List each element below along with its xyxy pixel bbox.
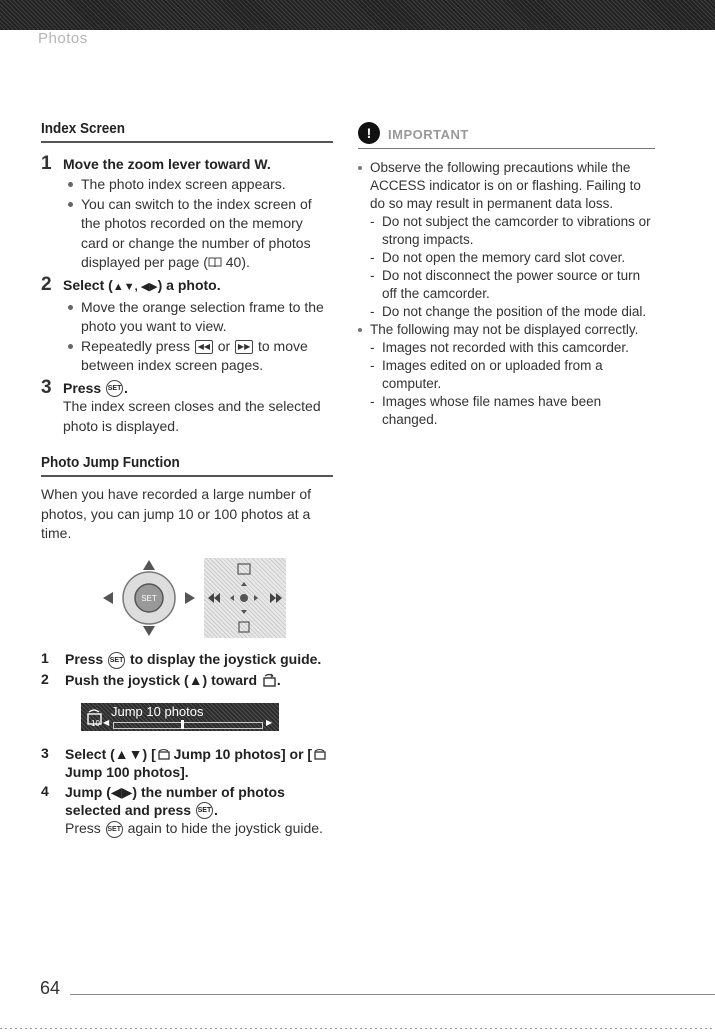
- jump-10-photos-bar: [81, 703, 279, 731]
- important-header: [358, 118, 655, 144]
- left-column: [41, 120, 333, 841]
- prev-index-button-icon: ◀◀: [195, 340, 213, 354]
- title-post: ) a photo.: [157, 276, 221, 293]
- photo-jump-heading: Photo Jump Function: [41, 454, 180, 472]
- step-title: [65, 671, 333, 689]
- bullet-item: The photo index screen appears.: [63, 175, 333, 195]
- step-number: 1: [41, 153, 52, 174]
- important-title: IMPORTANT: [388, 127, 469, 142]
- svg-text:SET: SET: [141, 593, 157, 603]
- bullet-text: or: [217, 337, 231, 354]
- body-text: Press: [65, 820, 101, 837]
- important-text: Observe the following precautions while the ACCESS indicator is on or flashing. Failing to do so may result in permanent data loss.: [370, 160, 641, 211]
- bullet-text: Repeatedly press: [81, 337, 190, 354]
- photo-jump-intro: When you have recorded a large number of photos, you can jump 10 or 100 photos at a time.: [41, 486, 312, 542]
- sub-list: [370, 213, 655, 321]
- bullet-text: to move between index screen pages.: [81, 337, 308, 373]
- title-text: Press: [65, 650, 104, 667]
- bullet-item: [63, 337, 333, 376]
- scroll-left-icon: ◀: [103, 717, 110, 727]
- jump-scroll-thumb: [181, 720, 184, 729]
- sub-item: - Images whose file names have been changed.: [370, 393, 655, 429]
- step-body: The index screen closes and the selected photo is displayed.: [63, 398, 321, 434]
- jump-step-4: [41, 783, 333, 839]
- arrow-keys-icon: ▲▼, ◀▶: [112, 280, 158, 293]
- step-number: 2: [41, 273, 52, 295]
- jump-scroll-track: [113, 722, 263, 729]
- body-text: again to hide the joystick guide.: [127, 820, 323, 837]
- title-text: Select (▲▼) [: [65, 745, 156, 762]
- step-title: [65, 650, 333, 669]
- step-2: [41, 273, 333, 376]
- page-ref: 40: [225, 254, 242, 270]
- title-text: Push the joystick (▲) toward: [65, 671, 257, 688]
- set-button-icon: SET: [106, 380, 123, 397]
- bullet-list: [63, 298, 333, 376]
- index-screen-heading: Index Screen: [41, 120, 126, 137]
- bullet-item: Move the orange selection frame to the photo you want to view.: [63, 298, 333, 337]
- header-bar: [0, 0, 715, 30]
- title-text: Jump 10 photos] or [: [173, 745, 313, 762]
- title-text: Jump (◀▶) the number of photos selected and press: [65, 783, 285, 818]
- sub-list: [370, 339, 655, 429]
- important-item: [358, 321, 655, 429]
- sub-item: - Images not recorded with this camcorder.: [370, 339, 655, 357]
- title-text: .: [276, 671, 281, 688]
- set-button-icon: SET: [106, 821, 123, 838]
- important-icon: !: [358, 122, 380, 144]
- title-text: Jump 100 photos].: [65, 763, 189, 780]
- jump-step-2: [41, 671, 333, 689]
- right-column: [358, 118, 655, 429]
- footer-rule: [70, 994, 715, 995]
- step-1: [41, 155, 333, 273]
- sub-item: - Do not disconnect the power source or turn off the camcorder.: [370, 267, 655, 303]
- heading-rule: [41, 141, 333, 143]
- important-rule: [358, 148, 655, 149]
- important-text: The following may not be displayed correctly.: [370, 322, 639, 337]
- step-number: 3: [41, 744, 49, 761]
- important-list: [358, 159, 655, 429]
- step-number: 4: [41, 782, 49, 799]
- heading-rule: [41, 475, 333, 477]
- sub-item: - Do not change the position of the mode dial.: [370, 303, 655, 321]
- section-label: Photos: [38, 30, 88, 47]
- ref-close: ).: [241, 254, 250, 270]
- important-item: [358, 159, 655, 321]
- jump-100-icon: [312, 748, 326, 760]
- sub-item: - Images edited on or uploaded from a computer.: [370, 357, 655, 393]
- step-number: 2: [41, 670, 49, 687]
- title-text: .: [213, 801, 218, 818]
- guide-symbols-icon: [204, 558, 286, 638]
- title-pre: Select (: [63, 276, 113, 293]
- scroll-right-icon: ▶: [266, 717, 273, 727]
- bottom-border: [0, 1028, 715, 1029]
- bullet-item: [63, 195, 333, 273]
- step-body: [65, 819, 333, 839]
- jump-step-1: [41, 650, 333, 669]
- bullet-text: You can switch to the index screen of the photos recorded on the memory card or change the number of photos displayed per page (: [81, 195, 312, 270]
- step-title: Move the zoom lever toward W.: [63, 156, 271, 172]
- set-button-icon: SET: [196, 802, 213, 819]
- jump-bar-sub: 10: [91, 718, 100, 728]
- jump-step-3: [41, 745, 333, 781]
- set-button-icon: SET: [108, 652, 125, 669]
- page-number: 64: [40, 978, 61, 998]
- jump-10-icon: [156, 748, 170, 760]
- book-icon: [208, 257, 222, 268]
- bullet-list: [63, 175, 333, 273]
- joystick-icon: [99, 558, 199, 638]
- photo-jump-icon: [261, 673, 277, 687]
- step-number: 1: [41, 649, 49, 666]
- sub-item: - Do not open the memory card slot cover.: [370, 249, 655, 267]
- joystick-guide-illustration: [41, 558, 333, 640]
- title-text: Press: [63, 379, 102, 396]
- next-index-button-icon: ▶▶: [235, 340, 253, 354]
- step-title: [63, 276, 333, 296]
- step-title: [65, 783, 333, 820]
- title-text: to display the joystick guide.: [129, 650, 322, 667]
- step-title: [65, 745, 333, 781]
- step-3: [41, 376, 333, 437]
- sub-item: - Do not subject the camcorder to vibrations or strong impacts.: [370, 213, 655, 249]
- step-number: 3: [41, 376, 52, 398]
- jump-bar-label: Jump 10 photos: [111, 703, 204, 719]
- joystick-guide-screen: [204, 558, 286, 638]
- step-title: Press SET .: [63, 379, 128, 396]
